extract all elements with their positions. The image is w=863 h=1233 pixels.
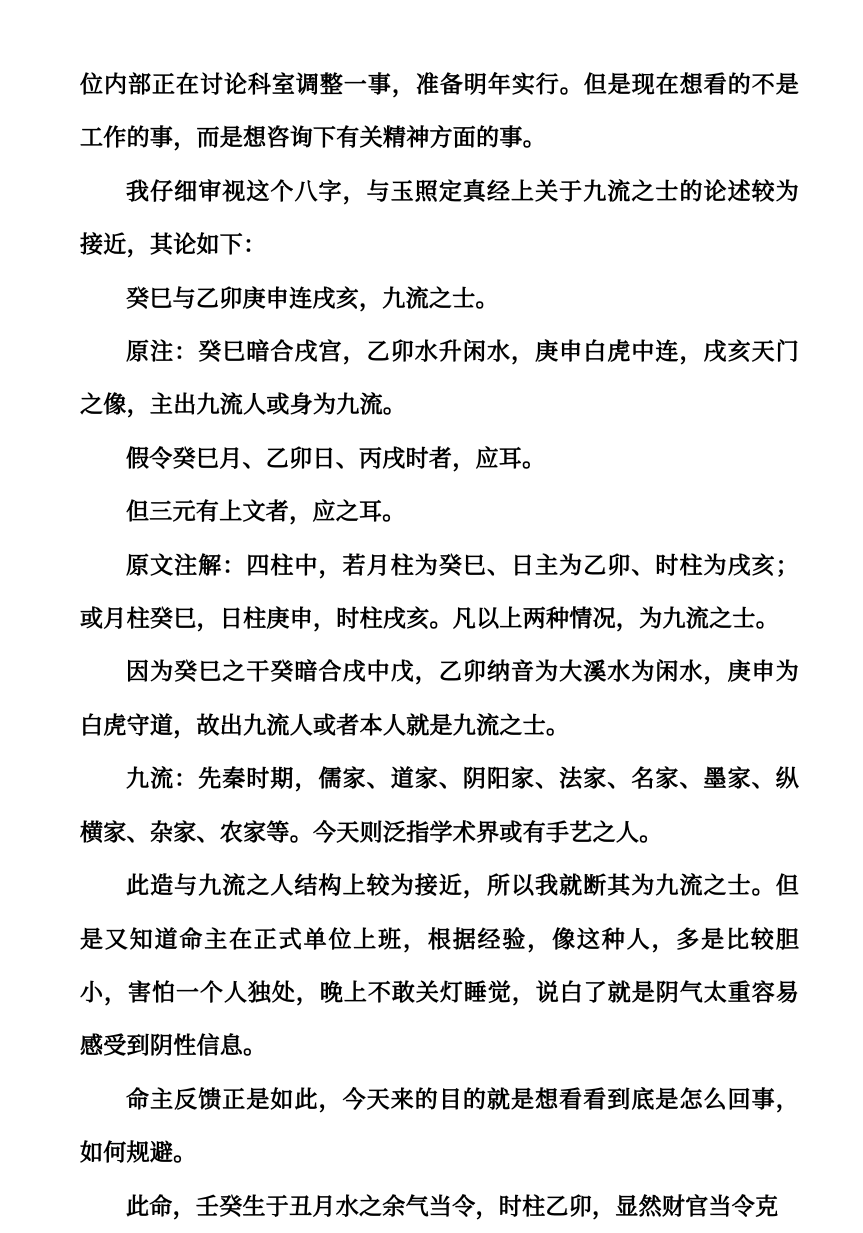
paragraph: 我仔细审视这个八字，与玉照定真经上关于九流之士的论述较为接近，其论如下： <box>80 177 799 259</box>
paragraph: 命主反馈正是如此，今天来的目的就是想看看到底是怎么回事，如何规避。 <box>80 1085 799 1167</box>
paragraph: 假令癸巳月、乙卯日、丙戌时者，应耳。 <box>126 444 546 472</box>
paragraph: 原注：癸巳暗合戌宫，乙卯水升闲水，庚申白虎中连，戌亥天门之像，主出九流人或身为九流。 <box>80 338 799 419</box>
paragraph: 位内部正在讨论科室调整一事，准备明年实行。但是现在想看的不是工作的事，而是想咨询下有关精神方面的事。 <box>80 71 799 152</box>
paragraph: 原文注解：四柱中，若月柱为癸巳、日主为乙卯、时柱为戌亥；或月柱癸巳，日柱庚申，时柱戌亥。凡以上两种情况，为九流之士。 <box>80 551 799 633</box>
paragraph: 此命，壬癸生于丑月水之余气当令，时柱乙卯，显然财官当令克 <box>126 1192 779 1220</box>
paragraph: 但三元有上文者，应之耳。 <box>126 498 406 526</box>
paragraph: 九流：先秦时期，儒家、道家、阴阳家、法家、名家、墨家、纵横家、杂家、农家等。今天则泛指学术界或有手艺之人。 <box>80 765 799 846</box>
paragraph: 因为癸巳之干癸暗合戌中戊，乙卯纳音为大溪水为闲水，庚申为白虎守道，故出九流人或者本人就是九流之士。 <box>80 658 799 739</box>
paragraph: 此造与九流之人结构上较为接近，所以我就断其为九流之士。但是又知道命主在正式单位上班，根据经验，像这种人，多是比较胆小，害怕一个人独处，晚上不敢关灯睡觉，说白了就是阴气太重容易感受到阴性信息。 <box>80 872 799 1060</box>
paragraph: 癸巳与乙卯庚申连戌亥，九流之士。 <box>126 284 499 312</box>
